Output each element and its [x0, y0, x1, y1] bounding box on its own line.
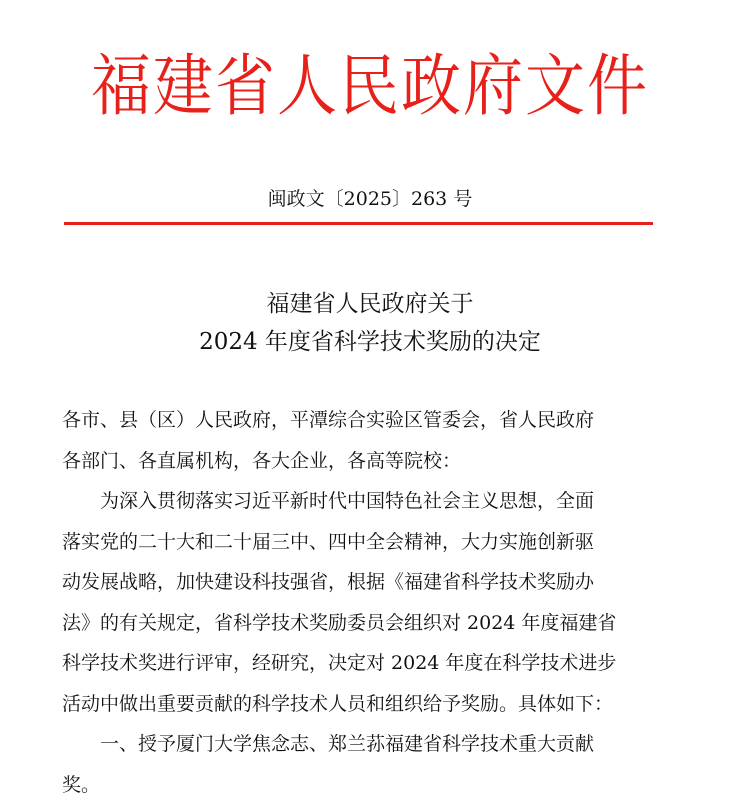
title-line-2: 2024 年度省科学技术奖励的决定 — [199, 329, 541, 355]
item-one-paragraph — [62, 724, 662, 805]
body-line-1: 为深入贯彻落实习近平新时代中国特色社会主义思想，全面 — [100, 490, 595, 512]
addressee-line-1: 各市、县（区）人民政府，平潭综合实验区管委会，省人民政府 — [62, 409, 595, 431]
body-paragraph — [62, 481, 662, 724]
body-line-6: 活动中做出重要贡献的科学技术人员和组织给予奖励。具体如下： — [62, 692, 614, 715]
body-line-4: 法》的有关规定，省科学技术奖励委员会组织对 2024 年度福建省 — [62, 611, 617, 634]
red-divider-line — [64, 222, 653, 225]
document-body — [62, 400, 662, 805]
item-one-line-2: 奖。 — [62, 773, 101, 796]
document-title — [0, 285, 740, 361]
document-number: 闽政文〔2025〕263 号 — [267, 188, 473, 210]
body-line-2: 落实党的二十大和二十届三中、四中全会精神，大力实施创新驱 — [62, 530, 595, 553]
body-line-5: 科学技术奖进行评审，经研究，决定对 2024 年度在科学技术进步 — [62, 652, 617, 674]
body-line-3: 动发展战略，加快建设科技强省，根据《福建省科学技术奖励办 — [62, 571, 595, 593]
issuer-masthead: 福建省人民政府文件 — [91, 47, 649, 126]
item-one-line-1: 一、授予厦门大学焦念志、郑兰荪福建省科学技术重大贡献 — [100, 733, 595, 755]
addressee-line-2: 各部门、各直属机构，各大企业，各高等院校： — [62, 449, 462, 472]
addressee-paragraph — [62, 400, 662, 481]
title-line-1: 福建省人民政府关于 — [266, 291, 474, 317]
